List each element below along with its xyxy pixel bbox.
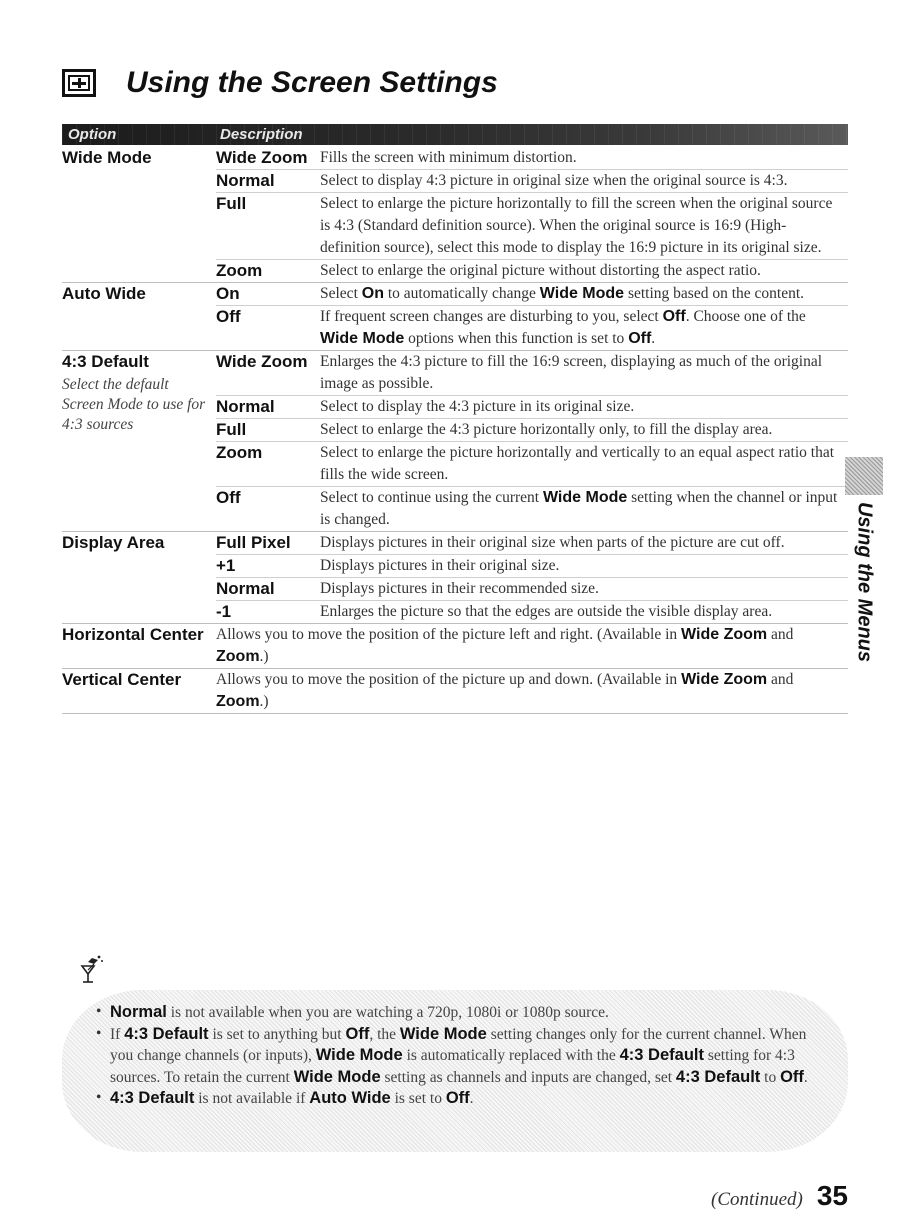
emphasis-text: Off: [628, 330, 652, 347]
emphasis-text: 4:3 Default: [124, 1024, 209, 1043]
text-run: Select to enlarge the picture horizontally and vertically to an equal aspect ratio that fills the wide screen.: [320, 444, 835, 483]
table-row: [216, 396, 848, 419]
page-number: 35: [816, 1180, 848, 1211]
text-run: Select to display the 4:3 picture in its original size.: [320, 398, 635, 415]
setting-vertical-center: [62, 669, 848, 714]
suboption-label: Wide Zoom: [216, 352, 308, 371]
text-run: Select to enlarge the picture horizontally to fill the screen when the original source is 4:3 (Standard definition source). When the original source is 16:9 (High-definition source), select this mode to display the 16:9 picture in its original size.: [320, 195, 833, 256]
option-name: Auto Wide: [62, 284, 146, 303]
emphasis-text: Wide Zoom: [681, 626, 768, 643]
note-item: [96, 1088, 816, 1110]
suboption-label: Off: [216, 307, 241, 326]
option-note: Select the default Screen Mode to use for 4:3 sources: [62, 376, 206, 433]
text-run: Select to continue using the current: [320, 489, 543, 506]
suboption-label: Normal: [216, 397, 275, 416]
text-run: .: [651, 330, 656, 347]
text-run: Displays pictures in their recommended size.: [320, 580, 599, 597]
option-description: [216, 624, 848, 668]
suboption-label: Normal: [216, 171, 275, 190]
emphasis-text: Wide Mode: [399, 1024, 487, 1043]
settings-table: [62, 147, 848, 714]
text-run: is not available if: [194, 1090, 310, 1107]
screen-settings-icon: [62, 69, 96, 97]
side-tab: [852, 502, 876, 662]
suboption-description: [320, 147, 848, 169]
text-run: is set to: [390, 1090, 446, 1107]
suboption-label: +1: [216, 556, 236, 575]
table-row: [216, 601, 848, 623]
option-name: Horizontal Center: [62, 625, 204, 644]
suboption-list: [216, 532, 848, 623]
emphasis-text: Wide Mode: [293, 1067, 381, 1086]
table-row: [216, 170, 848, 193]
suboption-label: Wide Zoom: [216, 148, 308, 167]
option-cell: [62, 283, 212, 305]
suboption-label: On: [216, 284, 240, 303]
option-cell: [62, 532, 212, 554]
emphasis-text: Wide Mode: [539, 285, 625, 302]
table-row: [216, 260, 848, 282]
emphasis-text: Off: [345, 1024, 370, 1043]
page-footer: [711, 1180, 848, 1212]
option-cell: [62, 351, 212, 435]
text-run: setting as channels and inputs are changed, set: [380, 1068, 676, 1086]
suboption-list: [216, 351, 848, 531]
setting-auto-wide: [62, 283, 848, 351]
emphasis-text: Wide Mode: [315, 1046, 403, 1064]
suboption-description: [320, 419, 848, 441]
table-row: [216, 555, 848, 578]
text-run: Displays pictures in their original size.: [320, 557, 560, 574]
text-run: is not available when you are watching a 720p, 1080i or 1080p source.: [166, 1004, 609, 1021]
option-description: [216, 669, 848, 713]
suboption-label: Full: [216, 194, 247, 213]
continued-label: (Continued): [711, 1189, 803, 1210]
emphasis-text: Zoom: [216, 648, 260, 665]
text-run: setting changes only for the current channel. When you change channels (or inputs),: [110, 1025, 807, 1064]
text-run: to: [760, 1068, 781, 1086]
text-run: Select to enlarge the 4:3 picture horizontally only, to fill the display area.: [320, 421, 773, 438]
notes-list: [96, 1002, 816, 1110]
setting-display-area: [62, 532, 848, 624]
suboption-list: [216, 147, 848, 282]
note-icon: [68, 948, 108, 988]
suboption-label: -1: [216, 602, 232, 621]
suboption-description: [320, 532, 848, 554]
suboption-label: Zoom: [216, 443, 263, 462]
suboption-description: [320, 601, 848, 623]
suboption-description: [320, 396, 848, 418]
suboption-description: [320, 555, 848, 577]
suboption-label: Normal: [216, 579, 275, 598]
suboption-description: [320, 260, 848, 282]
text-run: setting based on the content.: [624, 285, 805, 302]
emphasis-text: 4:3 Default: [675, 1067, 761, 1086]
suboption-description: [320, 351, 848, 395]
table-row: [216, 442, 848, 487]
suboption-description: [320, 578, 848, 600]
side-tab-marker: [845, 457, 883, 495]
emphasis-text: Normal: [110, 1003, 167, 1021]
text-run: Select to enlarge the original picture without distorting the aspect ratio.: [320, 262, 761, 279]
suboption-description: [320, 306, 848, 350]
emphasis-text: Off: [445, 1089, 470, 1107]
text-run: , the: [369, 1025, 400, 1043]
note-item: [96, 1002, 816, 1024]
note-item: [96, 1024, 816, 1089]
text-run: .): [259, 648, 269, 665]
emphasis-text: 4:3 Default: [110, 1089, 195, 1107]
text-run: Enlarges the picture so that the edges are outside the visible display area.: [320, 603, 773, 620]
text-run: and: [767, 626, 794, 643]
text-run: setting when the channel or input is changed.: [320, 489, 838, 528]
emphasis-text: Wide Mode: [320, 330, 405, 347]
emphasis-text: On: [361, 285, 384, 302]
text-run: Displays pictures in their original size when parts of the picture are cut off.: [320, 534, 785, 551]
text-run: .): [259, 693, 269, 710]
text-run: Allows you to move the position of the picture left and right. (Available in: [216, 626, 682, 643]
table-row: [216, 147, 848, 170]
page-heading: [62, 62, 498, 104]
text-run: to automatically change: [383, 285, 540, 302]
table-row: [216, 532, 848, 555]
text-run: and: [767, 671, 794, 688]
suboption-label: Full: [216, 420, 247, 439]
suboption-label: Off: [216, 488, 241, 507]
text-run: .: [469, 1090, 474, 1107]
table-row: [216, 351, 848, 396]
emphasis-text: Wide Mode: [542, 489, 628, 506]
emphasis-text: Off: [780, 1067, 804, 1086]
table-header: [62, 124, 848, 145]
side-tab-label: Using the Menus: [853, 501, 876, 663]
option-cell: [62, 147, 212, 169]
table-row: [216, 283, 848, 306]
header-option: Option: [68, 126, 117, 143]
setting-4-3-default: [62, 351, 848, 532]
table-row: [216, 578, 848, 601]
option-cell: [62, 669, 212, 691]
suboption-label: Zoom: [216, 261, 263, 280]
text-run: . Choose one of the: [685, 308, 806, 325]
text-run: If: [110, 1025, 125, 1043]
option-name: 4:3 Default: [62, 352, 149, 371]
text-run: Fills the screen with minimum distortion.: [320, 149, 577, 166]
emphasis-text: 4:3 Default: [619, 1046, 704, 1064]
text-run: options when this function is set to: [404, 330, 629, 347]
suboption-description: [320, 487, 848, 531]
table-row: [216, 419, 848, 442]
suboption-description: [320, 193, 848, 259]
option-name: Wide Mode: [62, 148, 152, 167]
suboption-description: [320, 283, 848, 305]
suboption-description: [320, 442, 848, 486]
setting-horizontal-center: [62, 624, 848, 669]
option-name: Vertical Center: [62, 670, 182, 689]
text-run: Enlarges the 4:3 picture to fill the 16:9 screen, displaying as much of the original image as possible.: [320, 353, 823, 392]
emphasis-text: Auto Wide: [309, 1089, 391, 1107]
table-row: [216, 193, 848, 260]
setting-wide-mode: [62, 147, 848, 283]
suboption-list: [216, 283, 848, 350]
emphasis-text: Wide Zoom: [681, 671, 768, 688]
text-run: Select to display 4:3 picture in original size when the original source is 4:3.: [320, 172, 788, 189]
page-title: Using the Screen Settings: [126, 66, 498, 99]
suboption-label: Full Pixel: [216, 533, 291, 552]
text-run: is set to anything but: [208, 1025, 346, 1043]
option-cell: [62, 624, 212, 646]
table-row: [216, 306, 848, 350]
emphasis-text: Off: [662, 308, 686, 325]
text-run: .: [803, 1068, 808, 1086]
emphasis-text: Zoom: [216, 693, 260, 710]
text-run: is automatically replaced with the: [402, 1047, 620, 1064]
text-run: Allows you to move the position of the picture up and down. (Available in: [216, 671, 682, 688]
option-name: Display Area: [62, 533, 165, 552]
suboption-description: [320, 170, 848, 192]
header-description: Description: [220, 126, 303, 143]
text-run: setting for 4:3 sources. To retain the current: [110, 1047, 795, 1086]
table-row: [216, 487, 848, 531]
text-run: Select: [320, 285, 362, 302]
text-run: If frequent screen changes are disturbing to you, select: [320, 308, 663, 325]
